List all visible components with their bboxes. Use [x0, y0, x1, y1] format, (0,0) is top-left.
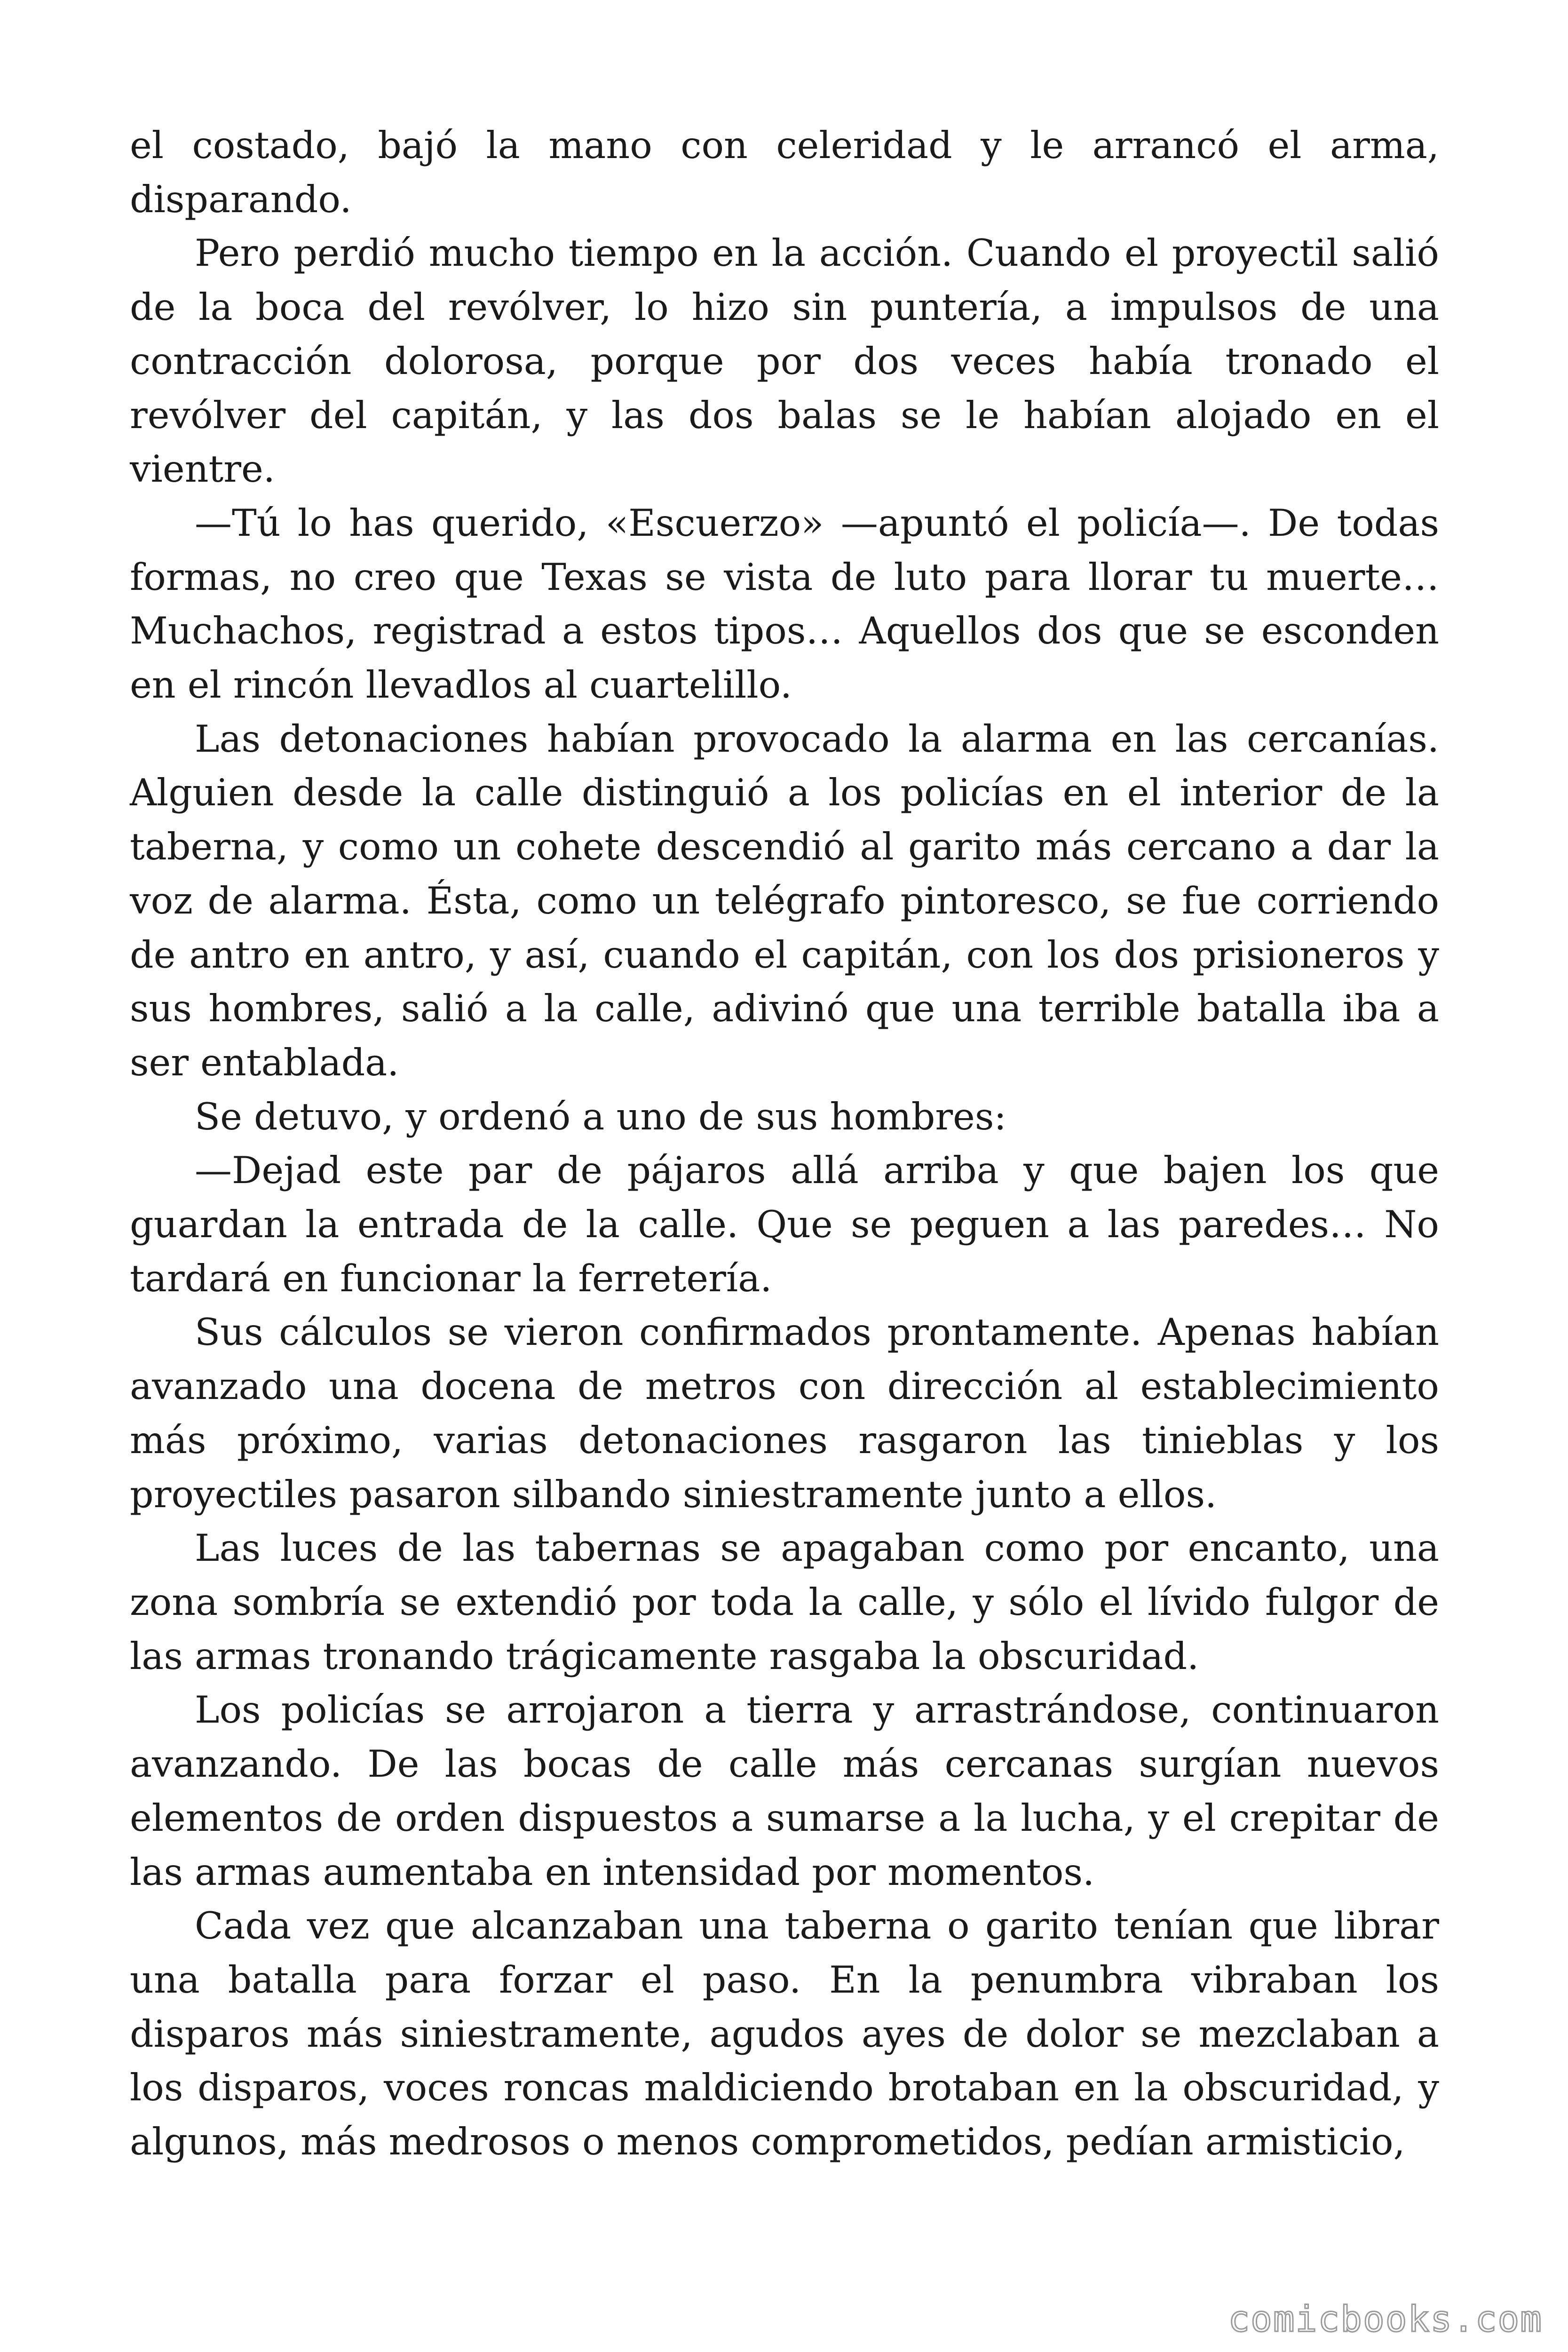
paragraph: Sus cálculos se vieron confirmados prontamente. Apenas habían avanzado una docena de metros con dirección al establecimiento más próximo, varias detonaciones rasgaron las tinieblas y los proyectiles pasaron silbando siniestramente junto a ellos. [130, 1311, 1439, 1516]
watermark: comicbooks.com [1228, 2298, 1543, 2340]
paragraph: Pero perdió mucho tiempo en la acción. Cuando el proyectil salió de la boca del revólver, lo hizo sin puntería, a impulsos de una contracción dolorosa, porque por dos veces había tronado el revólver del capitán, y las dos balas se le habían alojado en el vientre. [130, 231, 1439, 491]
book-page-text [130, 119, 1439, 2164]
paragraph: Las detonaciones habían provocado la alarma en las cercanías. Alguien desde la calle distinguió a los policías en el interior de la taberna, y como un cohete descendió al garito más cercano a dar la voz de alarma. Ésta, como un telégrafo pintoresco, se fue corriendo de antro en antro, y así, cuando el capitán, con los dos prisioneros y sus hombres, salió a la calle, adivinó que una terrible batalla iba a ser entablada. [130, 717, 1439, 1084]
paragraph: Se detuvo, y ordenó a uno de sus hombres: [195, 1095, 1007, 1138]
paragraph: Los policías se arrojaron a tierra y arrastrándose, continuaron avanzando. De las bocas de calle más cercanas surgían nuevos elementos de orden dispuestos a sumarse a la lucha, y el crepitar de las armas aumentaba en intensidad por momentos. [130, 1688, 1439, 1894]
paragraph: Cada vez que alcanzaban una taberna o garito tenían que librar una batalla para forzar el paso. En la penumbra vibraban los disparos más siniestramente, agudos ayes de dolor se mezclaban a los disparos, voces roncas maldiciendo brotaban en la obscuridad, y algunos, más medrosos o menos comprometidos, pedían armisticio, [130, 1904, 1439, 2164]
paragraph: —Tú lo has querido, «Escuerzo» —apuntó el policía—. De todas formas, no creo que Texas se vista de luto para llorar tu muerte… Muchachos, registrad a estos tipos… Aquellos dos que se esconden en el rincón llevadlos al cuartelillo. [130, 501, 1439, 707]
paragraph: Las luces de las tabernas se apagaban como por encanto, una zona sombría se extendió por toda la calle, y sólo el lívido fulgor de las armas tronando trágicamente rasgaba la obscuridad. [130, 1526, 1439, 1678]
paragraph: el costado, bajó la mano con celeridad y le arrancó el arma, disparando. [130, 124, 1439, 221]
paragraph: —Dejad este par de pájaros allá arriba y que bajen los que guardan la entrada de la calle. Que se peguen a las paredes… No tardará en funcionar la ferretería. [130, 1149, 1439, 1300]
